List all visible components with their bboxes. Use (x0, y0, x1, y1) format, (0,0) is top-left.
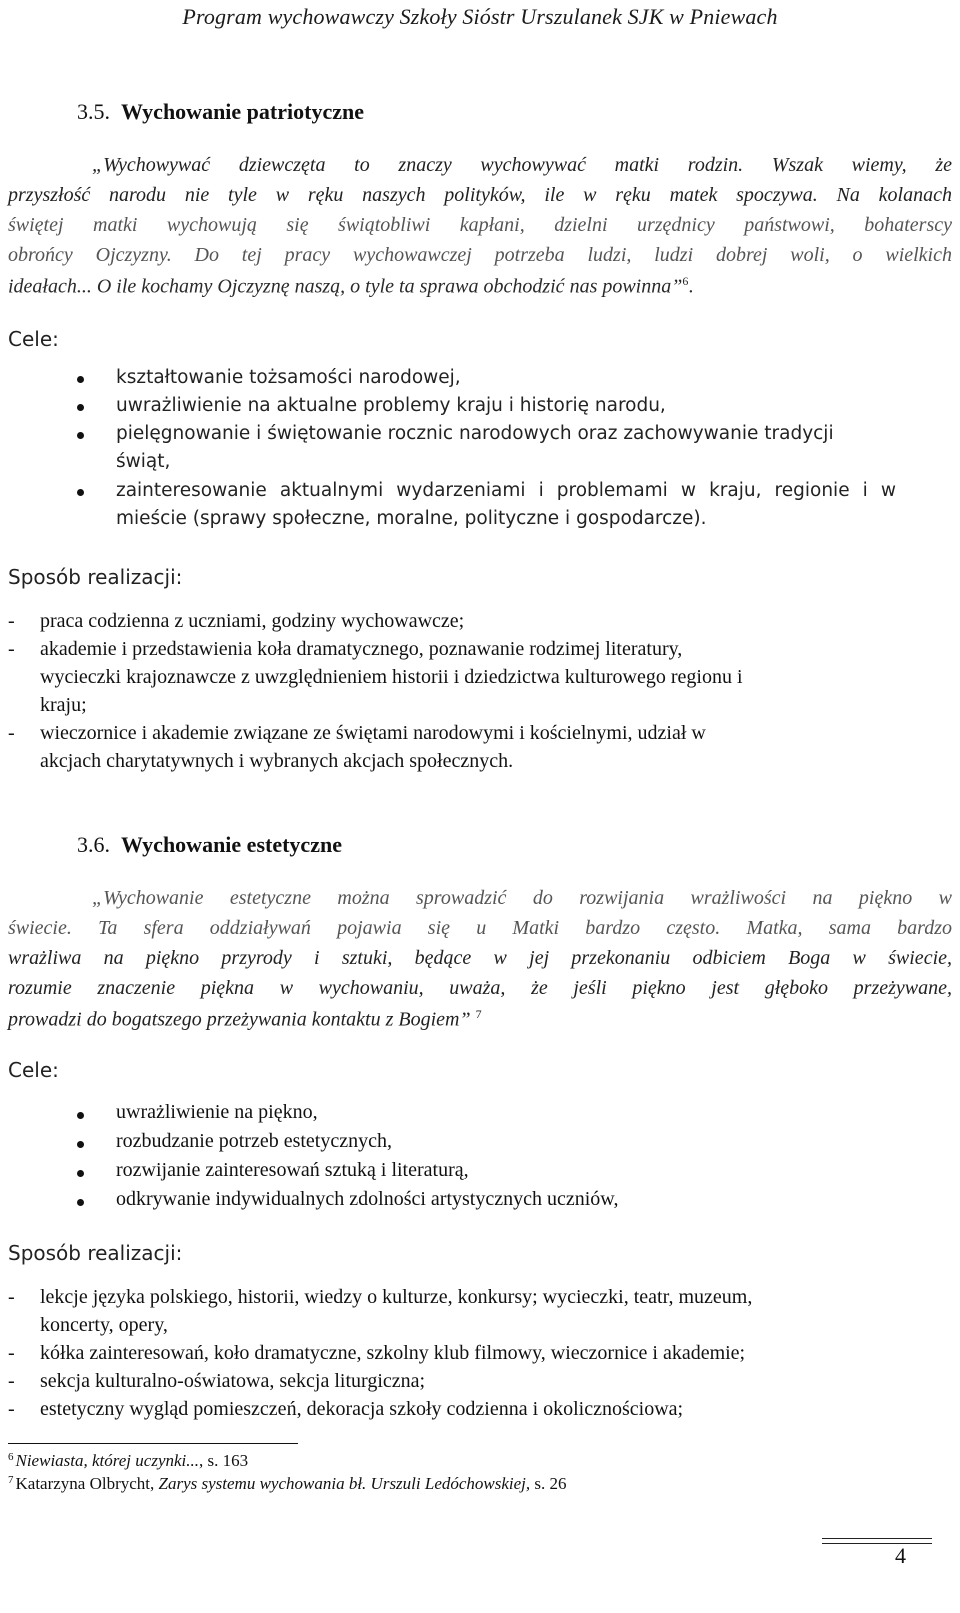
method-item: kółka zainteresowań, koło dramatyczne, szkolny klub filmowy, wieczornice i akademie; (40, 1342, 746, 1364)
goal-item: uwrażliwienie na aktualne problemy kraju i historię narodu, (116, 395, 666, 416)
bullet-icon (75, 1195, 87, 1207)
method-item: estetyczny wygląd pomieszczeń, dekoracja szkoły codzienna i okolicznościowa; (40, 1398, 684, 1420)
goal-item: rozbudzanie potrzeb estetycznych, (116, 1130, 392, 1152)
bullet-icon (75, 1166, 87, 1178)
section-heading-3-5 (77, 99, 364, 125)
footnote-page: , s. 163 (199, 1451, 249, 1470)
quote-line (8, 274, 952, 299)
method-item: lekcje języka polskiego, historii, wiedzy o kulturze, konkursy; wycieczki, teatr, muzeum, (40, 1286, 753, 1308)
method-item: akademie i przedstawienia koła dramatycznego, poznawanie rodzimej literatury, (40, 638, 683, 660)
page-number: 4 (895, 1543, 906, 1568)
quote-text: prowadzi do bogatszego przeżywania kontaktu z Bogiem” (8, 1008, 471, 1031)
dash-marker: - (8, 638, 15, 660)
page-number-rule (822, 1543, 932, 1544)
goal-item: uwrażliwienie na piękno, (116, 1101, 318, 1123)
bullet-icon (75, 372, 87, 384)
quote-end: . (688, 275, 694, 298)
section-title: Wychowanie patriotyczne (121, 99, 364, 124)
goal-item: zainteresowanie aktualnymi wydarzeniami i problemami w kraju, regionie i w (116, 480, 896, 501)
running-header: Program wychowawczy Szkoły Sióstr Urszulanek SJK w Pniewach (182, 4, 778, 29)
quote-line: świecie. Ta sfera oddziaływań pojawia się u Matki bardzo często. Matka, sama bardzo (8, 917, 952, 939)
footnote-ref-6: 6 (682, 274, 689, 288)
dash-marker: - (8, 1398, 15, 1420)
bullet-icon (75, 428, 87, 440)
cele-label: Cele: (8, 327, 59, 351)
section-number: 3.6. (77, 832, 110, 857)
dash-marker: - (8, 1342, 15, 1364)
method-item-continued: koncerty, opery, (40, 1314, 168, 1336)
quote-line: „Wychowanie estetyczne można sprowadzić do rozwijania wrażliwości na piękno w (92, 887, 952, 909)
footnote-ref-7: 7 (475, 1007, 482, 1021)
quote-line (8, 1007, 952, 1032)
sposob-label: Sposób realizacji: (8, 1241, 183, 1265)
goal-item: kształtowanie tożsamości narodowej, (116, 367, 461, 388)
dash-marker: - (8, 610, 15, 632)
footnote-7 (8, 1474, 567, 1494)
footnote-number: 7 (8, 1474, 14, 1486)
goal-item: pielęgnowanie i świętowanie rocznic narodowych oraz zachowywanie tradycji (116, 423, 834, 444)
footnote-source-title: Niewiasta, której uczynki... (15, 1451, 200, 1470)
quote-line: przyszłość narodu nie tyle w ręku naszych polityków, ile w ręku matek spoczywa. Na kolanach (8, 184, 952, 206)
method-item: praca codzienna z uczniami, godziny wychowawcze; (40, 610, 465, 632)
cele-label: Cele: (8, 1058, 59, 1082)
method-item-continued: akcjach charytatywnych i wybranych akcjach społecznych. (40, 750, 514, 772)
quote-text: ideałach... O ile kochamy Ojczyznę naszą, o tyle ta sprawa obchodzić nas powinna” (8, 275, 683, 298)
footnote-6 (8, 1451, 248, 1471)
footnote-page: s. 26 (530, 1474, 567, 1493)
section-title: Wychowanie estetyczne (121, 832, 342, 857)
dash-marker: - (8, 722, 15, 744)
footnote-author: Katarzyna Olbrycht, (15, 1474, 159, 1493)
dash-marker: - (8, 1286, 15, 1308)
quote-line: obrońcy Ojczyzny. Do tej pracy wychowawczej potrzeba ludzi, ludzi dobrej woli, o wielkich (8, 244, 952, 266)
sposob-label: Sposób realizacji: (8, 565, 183, 589)
bullet-icon (75, 400, 87, 412)
bullet-icon (75, 1108, 87, 1120)
quote-line: „Wychowywać dziewczęta to znaczy wychowywać matki rodzin. Wszak wiemy, że (92, 154, 952, 176)
goal-item: odkrywanie indywidualnych zdolności artystycznych uczniów, (116, 1188, 619, 1210)
section-heading-3-6 (77, 832, 342, 858)
method-item-continued: kraju; (40, 694, 87, 716)
section-number: 3.5. (77, 99, 110, 124)
method-item-continued: wycieczki krajoznawcze z uwzględnieniem historii i dziedzictwa kulturowego regionu i (40, 666, 743, 688)
dash-marker: - (8, 1370, 15, 1392)
method-item: wieczornice i akademie związane ze świętami narodowymi i kościelnymi, udział w (40, 722, 706, 744)
goal-item-continued: mieście (sprawy społeczne, moralne, polityczne i gospodarcze). (116, 508, 707, 529)
bullet-icon (75, 1137, 87, 1149)
footnote-number: 6 (8, 1451, 14, 1463)
footnote-divider (8, 1443, 298, 1444)
bullet-icon (75, 485, 87, 497)
goal-item: rozwijanie zainteresowań sztuką i literaturą, (116, 1159, 469, 1181)
method-item: sekcja kulturalno-oświatowa, sekcja liturgiczna; (40, 1370, 426, 1392)
quote-line: rozumie znaczenie piękna w wychowaniu, uważa, że jeśli piękno jest głęboko przeżywane, (8, 977, 952, 999)
footnote-source-title: Zarys systemu wychowania bł. Urszuli Ledóchowskiej, (158, 1474, 531, 1493)
quote-line: wrażliwa na piękno przyrody i sztuki, będące w jej przekonaniu odbiciem Boga w świecie, (8, 947, 952, 969)
page-number-rule (822, 1538, 932, 1539)
quote-line: świętej matki wychowują się świątobliwi kapłani, dzielni urzędnicy państwowi, bohaterscy (8, 214, 952, 236)
goal-item-continued: świąt, (116, 451, 171, 472)
